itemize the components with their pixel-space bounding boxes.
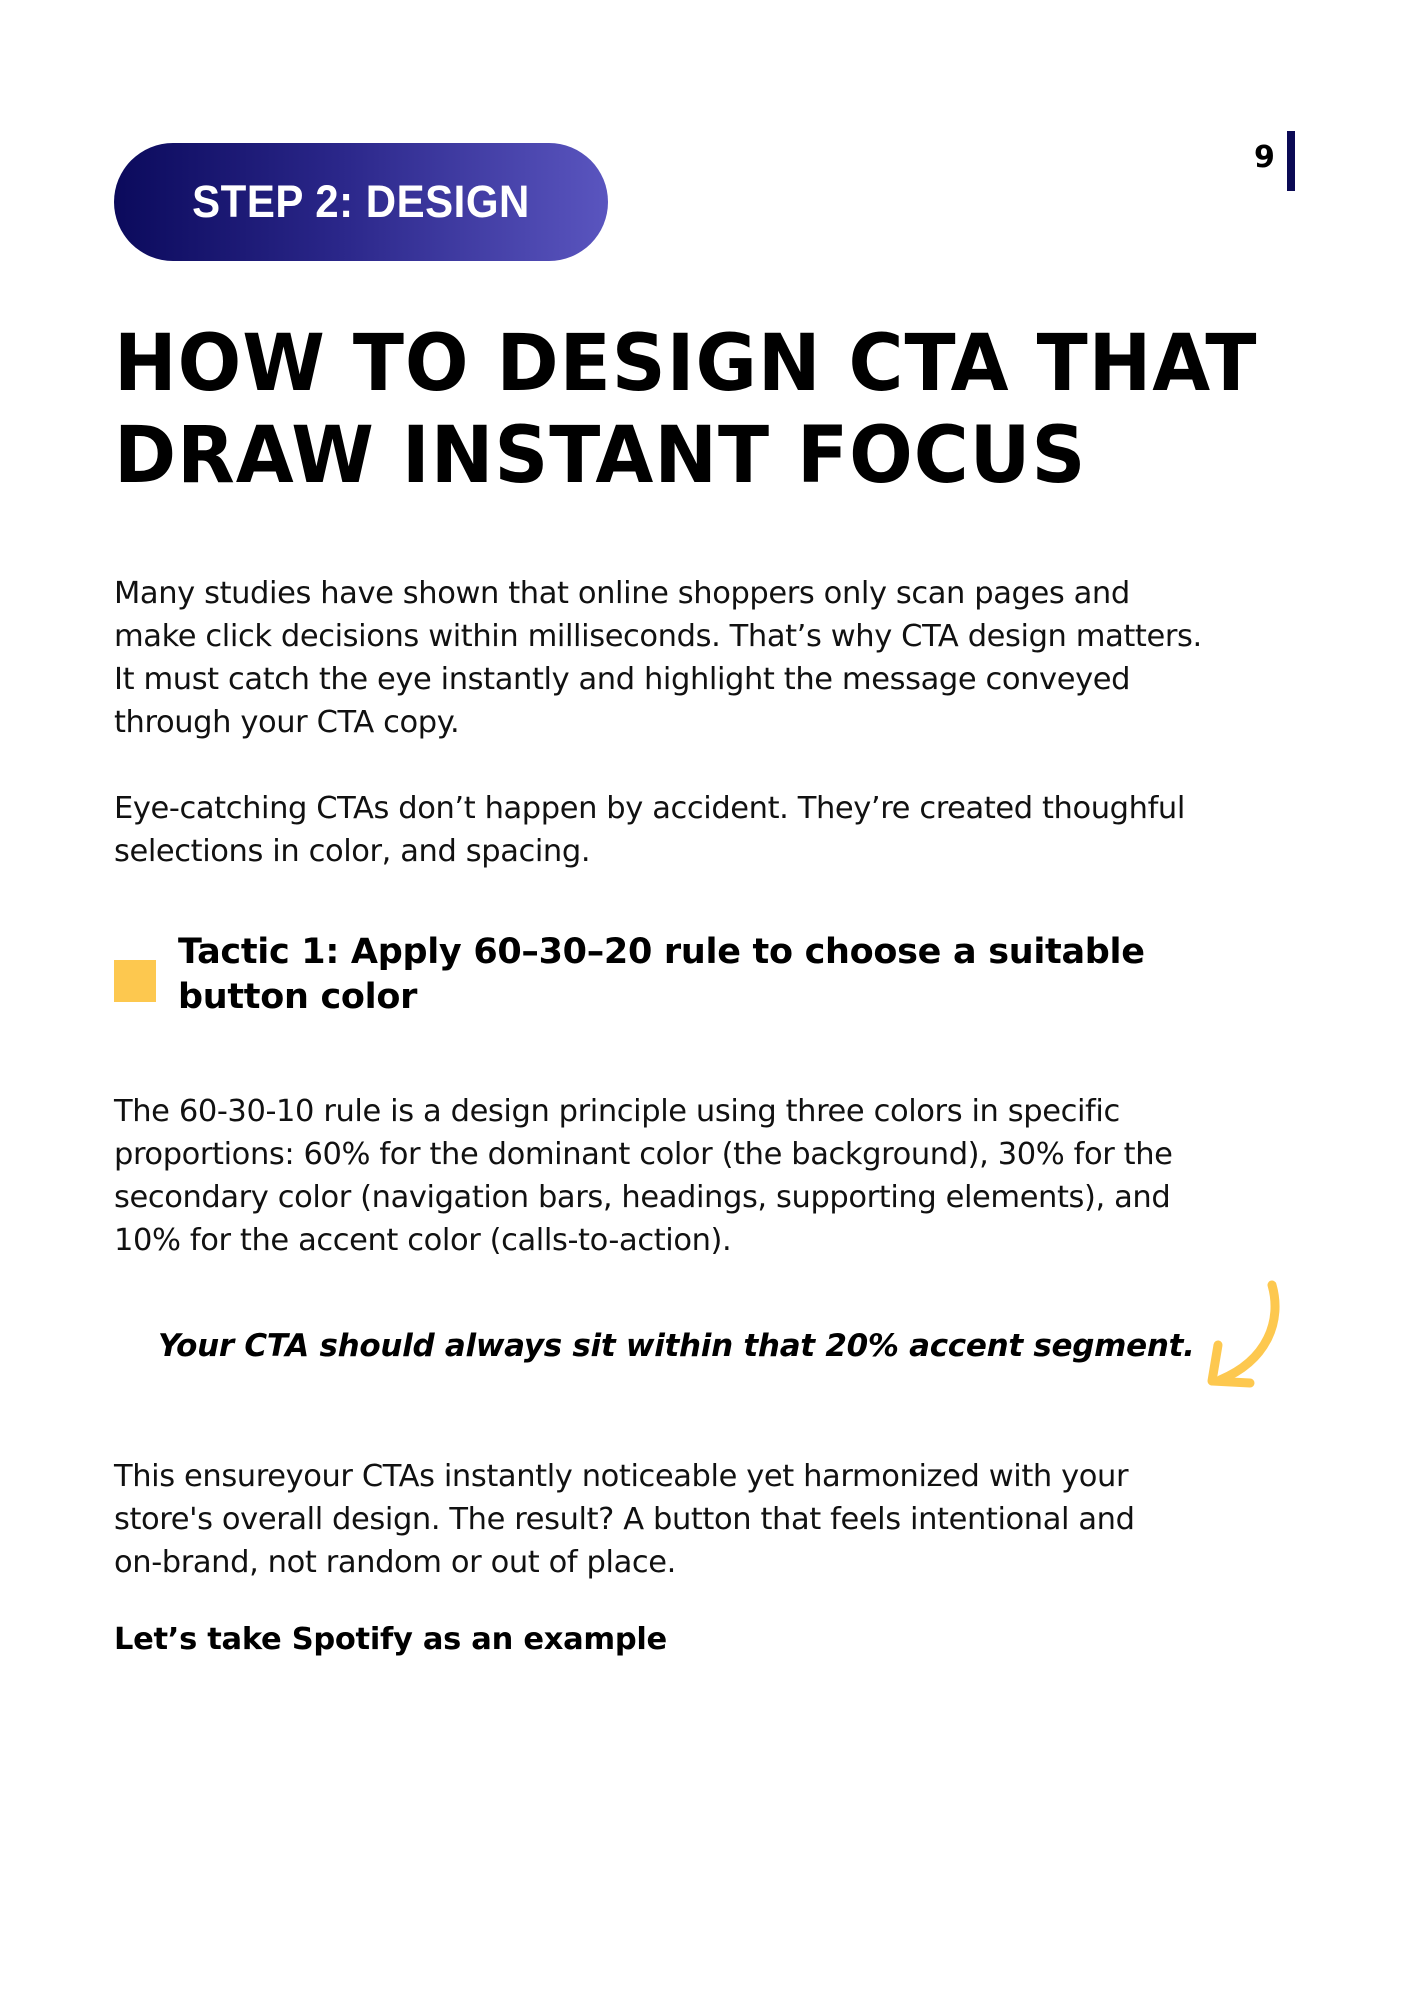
text-line: store's overall design. The result? A button that feels intentional and <box>114 1502 1135 1537</box>
heading-line: Tactic 1: Apply 60–30–20 rule to choose a suitable <box>178 932 1145 972</box>
title-line: HOW TO DESIGN CTA THAT <box>114 319 1258 409</box>
step-label: STEP 2: DESIGN <box>192 176 530 227</box>
text-line: make click decisions within milliseconds. That’s why CTA design matters. <box>114 619 1202 654</box>
tactic-description <box>114 1090 1344 1262</box>
page-number-divider <box>1287 131 1295 191</box>
page-number: 9 <box>1254 140 1275 175</box>
text-line: secondary color (navigation bars, headings, supporting elements), and <box>114 1180 1171 1215</box>
text-line: Many studies have shown that online shoppers only scan pages and <box>114 576 1130 611</box>
intro-paragraph <box>114 572 1344 744</box>
text-line: 10% for the accent color (calls-to-action). <box>114 1223 732 1258</box>
title-line: DRAW INSTANT FOCUS <box>114 411 1087 501</box>
text-line: Eye-catching CTAs don’t happen by accident. They’re created thoughful <box>114 791 1185 826</box>
text-line: This ensureyour CTAs instantly noticeable yet harmonized with your <box>114 1459 1129 1494</box>
callout-text: Your CTA should always sit within that 20% accent segment. <box>158 1328 1195 1364</box>
square-bullet-icon <box>114 960 156 1002</box>
curved-arrow-icon <box>1190 1275 1300 1395</box>
text-line: The 60-30-10 rule is a design principle using three colors in specific <box>114 1094 1120 1129</box>
page-title <box>114 318 1305 502</box>
text-line: selections in color, and spacing. <box>114 834 591 869</box>
followup-paragraph <box>114 1455 1344 1584</box>
text-line: through your CTA copy. <box>114 705 460 740</box>
step-badge <box>114 143 608 261</box>
intro-paragraph-2 <box>114 787 1344 873</box>
text-line: It must catch the eye instantly and highlight the message conveyed <box>114 662 1131 697</box>
example-heading: Let’s take Spotify as an example <box>114 1622 667 1657</box>
tactic-heading <box>178 930 1145 1020</box>
text-line: proportions: 60% for the dominant color (the background), 30% for the <box>114 1137 1173 1172</box>
heading-line: button color <box>178 977 418 1017</box>
tactic-heading-block <box>114 930 1145 1020</box>
text-line: on-brand, not random or out of place. <box>114 1545 676 1580</box>
